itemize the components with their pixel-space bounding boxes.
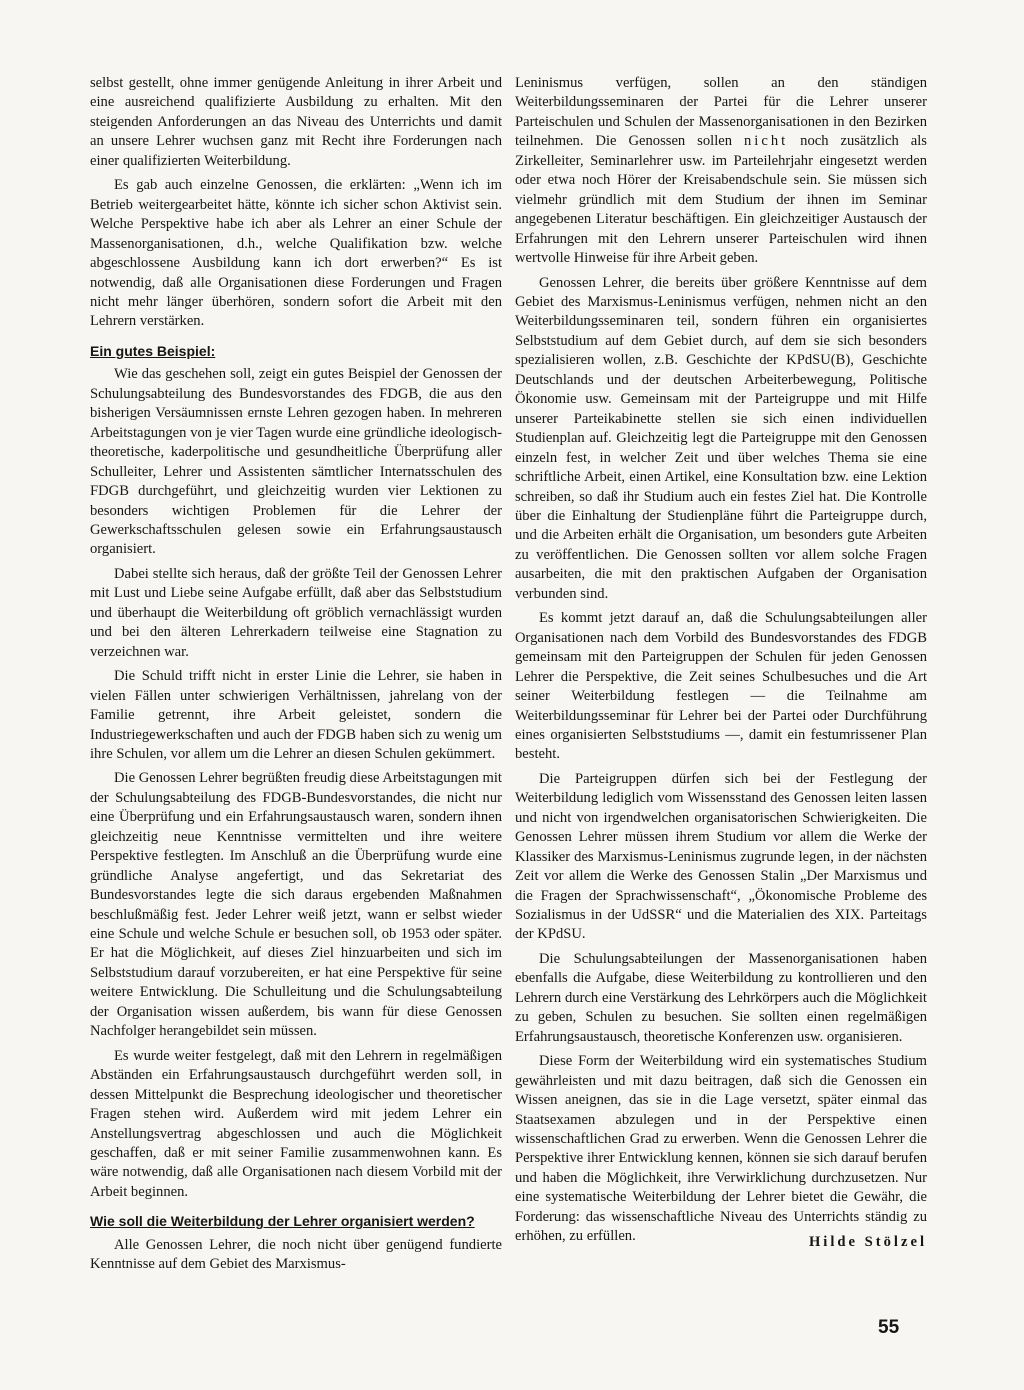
paragraph: Es gab auch einzelne Genossen, die erklärten: „Wenn ich im Betrieb weitergearbeitet hätte, könnte ich sicher schon Aktivist sein. Welche Perspektive habe ich aber als Lehrer an einer Schule der Massenorganisationen, d.h., welche Qualifikation bzw. welche abgeschlossene Ausbildung kann ich dort erwerben?“ Es ist notwendig, daß alle Organisationen diese Forderungen und Fragen nicht mehr länger überhören, sondern sofort die Arbeit mit den Lehrern verstärken. — [90, 177, 502, 330]
left-column — [90, 74, 502, 1280]
text-run: Leninismus verfügen, sollen an den ständigen Weiterbildungsseminaren der Partei für die Lehrer unserer Parteischulen und Schulen der Massenorganisationen in den Bezirken teilnehmen. Die Genossen sollen — [515, 75, 927, 150]
paragraph: Die Genossen Lehrer begrüßten freudig diese Arbeitstagungen mit der Schulungsabteilung des FDGB-Bundesvorstandes, die nicht nur eine Überprüfung und ein Erfahrungsaustausch waren, sondern ihnen gleichzeitig neue Kenntnisse vermittelten und ihre weitere Perspektive festlegten. Im Anschluß an die Überprüfung wurde eine gründliche Analyse angefertigt, und das Sekretariat des Bundesvorstandes legte die sich daraus ergebenden Maßnahmen beschlußmäßig fest. Jeder Lehrer weiß jetzt, wann er selbst wieder eine Schule und welche Schule er besuchen soll, ob 1953 oder später. Er hat die Möglichkeit, auf dieses Ziel hinzuarbeiten und sich im Selbststudium darauf vorzubereiten, er hat eine Perspektive für seine weitere Entwicklung. Die Schulleitung und die Schulungsabteilung der Organisation wissen außerdem, bis wann für diese Genossen Nachfolger herangebildet sein müssen. — [90, 770, 502, 1040]
paragraph: Wie das geschehen soll, zeigt ein gutes Beispiel der Genossen der Schulungsabteilung des Bundesvorstandes des FDGB, die aus den bisherigen Versäumnissen ernste Lehren gezogen haben. In mehreren Arbeitstagungen von je vier Tagen wurde eine gründliche ideologisch-theoretische, kaderpolitische und gesundheitliche Überprüfung aller Schulleiter, Lehrer und Assistenten sämtlicher Internatsschulen des FDGB durchgeführt, und gleichzeitig wurden vier Lektionen zu besonders wichtigen Problemen für die Lehrer der Gewerkschaftsschulen gelesen sowie ein Erfahrungsaustausch organisiert. — [90, 366, 502, 558]
text-run: noch zusätzlich als Zirkelleiter, Seminarlehrer usw. im Parteilehrjahr eingesetzt werden oder etwa noch Hörer der Kreisabendschule sein. Sie müssen sich vielmehr gründlich mit dem Studium der ihnen im Seminar angegebenen Literatur beschäftigen. Ein gleichzeitiger Austausch der Erfahrungen mit den Lehrern unserer Parteischulen wird ihnen wertvolle Hinweise für ihre Arbeit geben. — [515, 133, 927, 267]
paragraph: Dabei stellte sich heraus, daß der größte Teil der Genossen Lehrer mit Lust und Liebe seine Aufgabe erfüllt, daß aber das Selbststudium und überhaupt die Weiterbildung oft gröblich vernachlässigt wurden und bei den älteren Lehrerkadern teilweise eine Stagnation zu verzeichnen war. — [90, 565, 502, 660]
paragraph: Alle Genossen Lehrer, die noch nicht über genügend fundierte Kenntnisse auf dem Gebiet des Marxismus- — [90, 1236, 502, 1273]
paragraph: Die Parteigruppen dürfen sich bei der Festlegung der Weiterbildung lediglich vom Wissensstand des Genossen leiten lassen und nicht von irgendwelchen organisatorischen Schwierigkeiten. Die Genossen Lehrer müssen ihrem Studium vor allem die Werke der Klassiker des Marxismus-Leninismus zugrunde legen, in der nächsten Zeit vor allem die Werke des Genossen Stalin „Der Marxismus und die Fragen der Sprachwissenschaft“, „Ökonomische Probleme des Sozialismus in der UdSSR“ und die Materialien des XIX. Parteitags der KPdSU. — [515, 770, 927, 943]
emphasized-word: nicht — [744, 133, 789, 150]
paragraph — [515, 74, 927, 269]
paragraph: Es kommt jetzt darauf an, daß die Schulungsabteilungen aller Organisationen nach dem Vorbild des Bundesvorstandes des FDGB gemeinsam mit den Parteigruppen der Schulen für jeden Genossen Lehrer die Perspektive, die Zeit seines Schulbesuches und die Art seiner Weiterbildung festlegen — die Teilnahme am Weiterbildungsseminar für Lehrer bei der Partei oder Durchführung eines organisierten Selbststudiums —, damit ein festumrissener Plan besteht. — [515, 610, 927, 763]
paragraph: Genossen Lehrer, die bereits über größere Kenntnisse auf dem Gebiet des Marxismus-Leninismus verfügen, nehmen nicht an den Weiterbildungsseminaren teil, sondern führen ein organisiertes Selbststudium auf dem Gebiet durch, auf dem sie sich besonders spezialisieren wollen, z.B. Geschichte der KPdSU(B), Geschichte Deutschlands und der deutschen Arbeiterbewegung, Politische Ökonomie usw. Gemeinsam mit der Parteigruppe und mit Hilfe unserer Parteikabinette stellen sie sich einen individuellen Studienplan auf. Gleichzeitig legt die Parteigruppe mit den Genossen einzeln fest, in welcher Zeit und über welches Thema sie eine schriftliche Arbeit, einen Artikel, eine Konsultation bzw. eine Lektion schreiben, so daß ihr Studium auch ein festes Ziel hat. Die Kontrolle über die Einhaltung der Studienpläne führt die Parteigruppe durch, und die Arbeiten erhält die Organisation, um besonders gute Arbeiten zu veröffentlichen. Die Genossen sollten vor allem solche Fragen ausarbeiten, die mit den praktischen Aufgaben der Organisation verbunden sind. — [515, 274, 927, 602]
section-heading: Ein gutes Beispiel: — [90, 342, 216, 359]
author-signature: Hilde Stölzel — [808, 1233, 927, 1250]
right-column — [515, 74, 927, 1252]
paragraph: Die Schuld trifft nicht in erster Linie die Lehrer, sie haben in vielen Fällen unter schwierigen Verhältnissen, jahrelang von der Familie getrennt, ihre Arbeit geleistet, sondern die Industriegewerkschaften und auch der FDGB haben sich zu wenig um ihre Schulen, vor allem um die Lehrer an diesen Schulen gekümmert. — [90, 668, 502, 762]
paragraph: Diese Form der Weiterbildung wird ein systematisches Studium gewährleisten und mit dazu beitragen, daß sich die Genossen ein Wissen aneignen, das sie in die Lage versetzt, später einmal das Staatsexamen abzulegen und in der Perspektive einen wissenschaftlichen Grad zu erwerben. Wenn die Genossen Lehrer die Perspektive ihrer Entwicklung kennen, können sie sich darauf berufen und haben die Möglichkeit, ihre Verwirklichung durchzusetzen. Nur eine systematische Weiterbildung der Lehrer bietet die Gewähr, die Forderung: das wissenschaftliche Niveau des Unterrichts ständig zu erhöhen, zu erfüllen. — [515, 1053, 927, 1245]
paragraph: Es wurde weiter festgelegt, daß mit den Lehrern in regelmäßigen Abständen ein Erfahrungsaustausch durchgeführt werden soll, in dessen Mittelpunkt die Besprechung ideologischer und theoretischer Fragen stehen wird. Außerdem wird mit jedem Lehrer ein Anstellungsvertrag abgeschlossen und auch die Möglichkeit geschaffen, daß er mit seiner Familie zusammenwohnen kann. Es wäre notwendig, daß alle Organisationen nach diesem Vorbild mit der Arbeit beginnen. — [90, 1047, 502, 1200]
section-heading: Wie soll die Weiterbildung der Lehrer organisiert werden? — [90, 1213, 475, 1230]
paragraph: Die Schulungsabteilungen der Massenorganisationen haben ebenfalls die Aufgabe, diese Weiterbildung zu kontrollieren und den Lehrern durch eine Verstärkung des Lehrkörpers auch die Möglichkeit zu geben, Schulen zu besuchen. Sie sollten einen regelmäßigen Erfahrungsaustausch, theoretische Konferenzen usw. organisieren. — [515, 950, 927, 1045]
page-number: 55 — [878, 1317, 900, 1338]
paragraph: selbst gestellt, ohne immer genügende Anleitung in ihrer Arbeit und eine ausreichend qualifizierte Ausbildung zu erhalten. Mit den steigenden Anforderungen an das Niveau des Unterrichts und damit an unsere Lehrer wuchsen ganz mit Recht ihre Forderungen nach einer qualifizierten Weiterbildung. — [90, 75, 502, 169]
